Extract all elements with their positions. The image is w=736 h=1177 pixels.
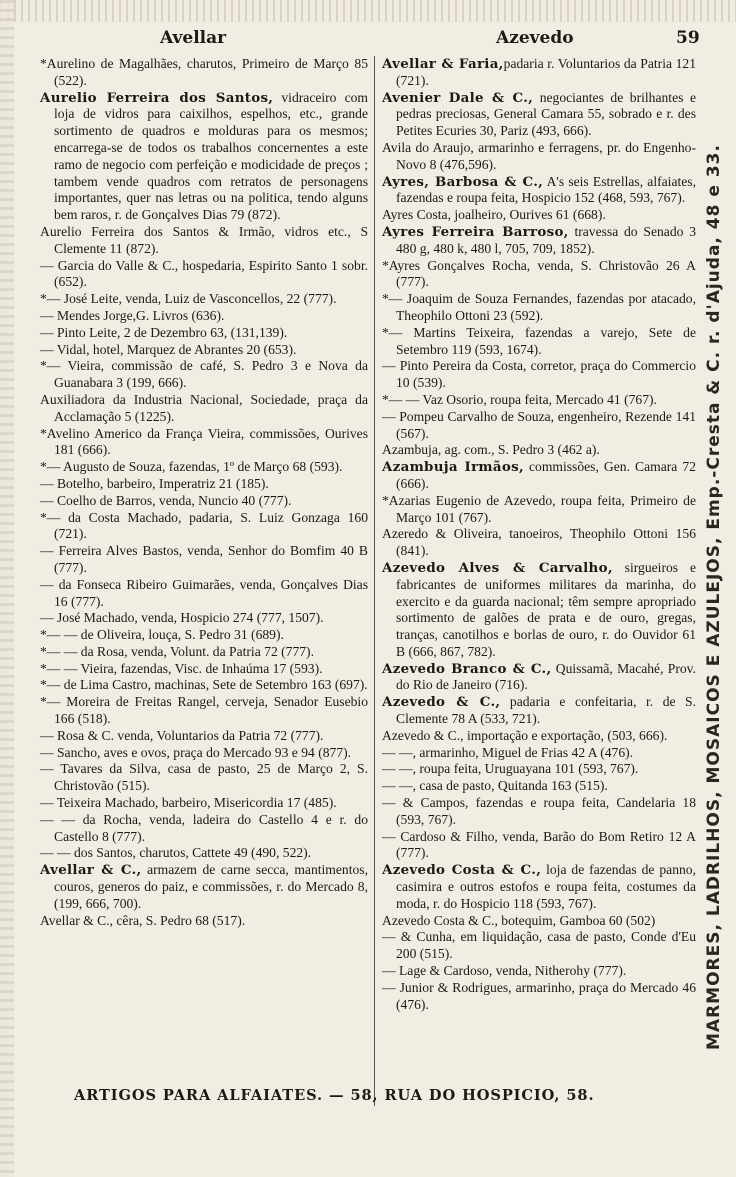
directory-entry [382,207,696,224]
entry-text: — Junior & Rodrigues, armarinho, praça do Mercado 46 (476). [382,979,696,1012]
entry-firm-name: Azevedo Costa & C., [382,862,542,879]
entry-text: — Garcia do Valle & C., hospedaria, Espirito Santo 1 sobr. (652). [40,257,368,290]
directory-entry [40,862,368,912]
directory-entry [382,560,696,661]
entry-text: Auxiliadora da Industria Nacional, Sociedade, praça da Acclamação 5 (1225). [40,391,368,424]
entry-text: — Vidal, hotel, Marquez de Abrantes 20 (653). [40,341,297,357]
entry-text: Avila do Araujo, armarinho e ferragens, pr. do Engenho-Novo 8 (476,596). [382,139,696,172]
directory-entry [40,761,368,795]
directory-entry [40,795,368,812]
entry-text: — da Fonseca Ribeiro Guimarães, venda, Gonçalves Dias 16 (777). [40,576,368,609]
entry-text: — —, casa de pasto, Quitanda 163 (515). [382,778,608,794]
directory-entry [40,291,368,308]
entry-firm-name: Avellar & C., [40,862,142,879]
entry-text: — Teixeira Machado, barbeiro, Misericordia 17 (485). [40,795,337,811]
entry-text: *Aurelino de Magalhães, charutos, Primeiro de Março 85 (522). [40,56,368,88]
directory-entry [382,174,696,208]
entry-text: *— Augusto de Souza, fazendas, 1º de Março 68 (593). [40,459,343,475]
directory-entry [40,493,368,510]
entry-firm-name: Azevedo Alves & Carvalho, [382,559,613,576]
directory-entry [382,392,696,409]
entry-text: — —, armarinho, Miguel de Frias 42 A (476). [382,744,634,760]
directory-entry [382,829,696,863]
entry-details: padaria e confeitaria, r. de S. Clemente 78 A (533, 721). [396,694,696,727]
entry-firm-name: Avenier Dale & C., [382,89,534,106]
entry-text: — Tavares da Silva, casa de pasto, 25 de Março 2, S. Christovão (515). [40,761,368,794]
directory-entry [382,442,696,459]
entry-text: Azevedo Costa & C., botequim, Gamboa 60 (502) [382,912,656,928]
directory-entry [40,325,368,342]
entry-firm-name: Azambuja Irmãos, [382,459,524,476]
entry-text: Azevedo & C., importação e exportação, (503, 666). [382,727,668,743]
entry-text: — Pinto Pereira da Costa, corretor, praça do Commercio 10 (539). [382,358,696,391]
directory-entry [40,510,368,544]
entry-firm-name: Azevedo & C., [382,694,501,711]
entry-text: Avellar & C., cêra, S. Pedro 68 (517). [40,912,246,928]
entry-firm-name: Aurelio Ferreira dos Santos, [40,89,274,106]
entry-text: — Coelho de Barros, venda, Nuncio 40 (777). [40,492,292,508]
directory-entry [40,476,368,493]
entry-text: — —, roupa feita, Uruguayana 101 (593, 767). [382,761,639,777]
directory-entry [382,526,696,560]
directory-entry [40,812,368,846]
entry-details: vidraceiro com loja de vidros para caixilhos, espelhos, etc., grande sortimento de quadros e molduras para os mesmos; encarrega-se de todos os trabalhos concernentes a este ramo de negocio com perfeição e modicidade de preços ; tambem vende quadros com retratos de personagens importantes, quer nas letras ou na politica, tendo alguns bem raros, r. de Gonçalves Dias 79 (872). [54,89,368,223]
directory-entry [40,745,368,762]
directory-entry [40,392,368,426]
entry-text: *Avelino Americo da França Vieira, commissões, Ourives 181 (666). [40,425,368,458]
entry-text: *— José Leite, venda, Luiz de Vasconcellos, 22 (777). [40,291,337,307]
directory-entry [40,677,368,694]
directory-entry [382,291,696,325]
entry-text: *— Joaquim de Souza Fernandes, fazendas por atacado, Theophilo Ottoni 23 (592). [382,291,696,323]
directory-entry [382,140,696,174]
entry-details: negociantes de brilhantes e pedras preciosas, General Camara 55, sobrado e r. des Petites Ecuries 30, Pariz (493, 666). [396,89,696,139]
entry-text: — Botelho, barbeiro, Imperatriz 21 (185). [40,475,269,491]
directory-entry [382,459,696,493]
directory-entry [40,627,368,644]
entry-text: *— Moreira de Freitas Rangel, cerveja, Senador Eusebio 166 (518). [40,694,368,727]
directory-entry [40,694,368,728]
directory-entry [382,493,696,527]
entry-text: Azeredo & Oliveira, tanoeiros, Theophilo Ottoni 156 (841). [382,526,696,559]
entry-text: — Ferreira Alves Bastos, venda, Senhor do Bomfim 40 B (777). [40,543,368,575]
header-left-word: Avellar [160,28,227,48]
entry-text: — Pinto Leite, 2 de Dezembro 63, (131,139). [40,324,288,340]
entry-details: loja de fazendas de panno, casimira e outros estofos e roupa feita, costumes da moda, r. do Hospicio 118 (593, 767). [396,862,696,911]
entry-details: commissões, Gen. Camara 72 (666). [396,459,696,491]
page-number: 59 [676,28,700,48]
header-right-word: Azevedo [496,28,574,48]
entry-text: *— — de Oliveira, louça, S. Pedro 31 (689). [40,627,284,643]
entry-firm-name: Ayres Ferreira Barroso, [382,223,569,240]
directory-entry [40,258,368,292]
directory-entry [382,694,696,728]
entry-text: *— — da Rosa, venda, Volunt. da Patria 72 (777). [40,643,314,659]
entry-text: — Sancho, aves e ovos, praça do Mercado 93 e 94 (877). [40,744,352,760]
entry-text: — Mendes Jorge,G. Livros (636). [40,307,225,323]
entry-text: — Rosa & C. venda, Voluntarios da Patria 72 (777). [40,727,324,743]
directory-entry [382,224,696,258]
directory-entry [40,543,368,577]
directory-entry [40,459,368,476]
entry-text: *— Vieira, commissão de café, S. Pedro 3 e Nova da Guanabara 3 (199, 666). [40,358,368,391]
directory-entry [382,980,696,1014]
running-header [40,28,720,54]
entry-details: A's seis Estrellas, alfaiates, fazendas e roupa feita, Hospicio 152 (468, 593, 767). [396,173,696,206]
entry-details: sirgueiros e fabricantes de uniformes militares da marinha, do exercito e da guarda nacional; têm sempre apropriado sortimento de galões de prata e de ouro, gregas, tranças, canotilhos e borlas de ouro, r. do Ouvidor 61 B (666, 867, 782). [396,559,696,659]
directory-entry [40,610,368,627]
column-divider [374,56,375,1106]
directory-entry [382,325,696,359]
entry-firm-name: Ayres, Barbosa & C., [382,173,544,190]
directory-entry [40,913,368,930]
entry-details: Quissamã, Macahé, Prov. do Rio de Janeiro (716). [396,660,696,693]
directory-entry [382,409,696,443]
directory-entry [382,778,696,795]
directory-entry [382,728,696,745]
entry-details: padaria r. Voluntarios da Patria 121 (721). [396,56,697,88]
directory-entry [382,795,696,829]
entry-firm-name: Azevedo Branco & C., [382,660,552,677]
entry-text: Azambuja, ag. com., S. Pedro 3 (462 a). [382,442,600,458]
directory-entry [40,358,368,392]
sidebar-advertisement: MARMORES, LADRILHOS, MOSAICOS E AZULEJOS, Emp.-Cresta & C. r. d'Ajuda, 48 e 33. [704,144,724,1050]
directory-entry [382,963,696,980]
entry-text: Aurelio Ferreira dos Santos & Irmão, vidros etc., S Clemente 11 (872). [40,223,368,256]
directory-entry [40,308,368,325]
entry-text: *— Martins Teixeira, fazendas a varejo, Sete de Setembro 119 (593, 1674). [382,324,696,357]
directory-entry [40,90,368,224]
directory-entry [40,728,368,745]
entry-text: — & Cunha, em liquidação, casa de pasto, Conde d'Eu 200 (515). [382,929,696,962]
directory-entry [40,426,368,460]
entry-text: *— da Costa Machado, padaria, S. Luiz Gonzaga 160 (721). [40,509,368,542]
entry-text: — — da Rocha, venda, ladeira do Castello 4 e r. do Castello 8 (777). [40,811,368,844]
entry-details: travessa do Senado 3 480 g, 480 k, 480 l, 705, 709, 1852). [396,223,696,256]
directory-entry [40,577,368,611]
directory-entry [382,745,696,762]
directory-entry [382,358,696,392]
entry-text: *Azarias Eugenio de Azevedo, roupa feita, Primeiro de Março 101 (767). [382,492,696,525]
entry-text: — José Machado, venda, Hospicio 274 (777, 1507). [40,610,324,626]
left-column [40,56,368,929]
page-edge-top [0,0,736,22]
directory-entry [382,862,696,912]
directory-entry [382,761,696,778]
entry-text: — & Campos, fazendas e roupa feita, Candelaria 18 (593, 767). [382,795,696,827]
entry-text: *— de Lima Castro, machinas, Sete de Setembro 163 (697). [40,677,368,693]
directory-entry [40,56,368,90]
directory-entry [382,56,696,90]
directory-entry [382,929,696,963]
entry-text: — — dos Santos, charutos, Cattete 49 (490, 522). [40,845,312,861]
directory-entry [382,661,696,695]
directory-entry [382,258,696,292]
entry-firm-name: Avellar & Faria, [382,56,504,72]
entry-text: *— — Vieira, fazendas, Visc. de Inhaúma 17 (593). [40,660,323,676]
entry-text: Ayres Costa, joalheiro, Ourives 61 (668). [382,207,606,223]
directory-entry [40,661,368,678]
entry-details: armazem de carne secca, mantimentos, couros, generos do paiz, e commissões, r. do Mercado 8, (199, 666, 700). [54,862,368,911]
entry-text: *— — Vaz Osorio, roupa feita, Mercado 41 (767). [382,391,657,407]
entry-text: — Pompeu Carvalho de Souza, engenheiro, Rezende 141 (567). [382,408,696,441]
entry-text: — Cardoso & Filho, venda, Barão do Bom Retiro 12 A (777). [382,828,696,861]
entry-text: *Ayres Gonçalves Rocha, venda, S. Christovão 26 A (777). [382,257,696,290]
directory-entry [382,90,696,140]
directory-entry [40,342,368,359]
footer-advertisement: ARTIGOS PARA ALFAIATES. — 58, RUA DO HOSPICIO, 58. [74,1087,595,1104]
directory-entry [40,224,368,258]
directory-entry [382,913,696,930]
directory-entry [40,644,368,661]
page-edge-left [0,0,14,1177]
directory-entry [40,845,368,862]
right-column [382,56,696,1013]
entry-text: — Lage & Cardoso, venda, Nitherohy (777). [382,963,627,979]
